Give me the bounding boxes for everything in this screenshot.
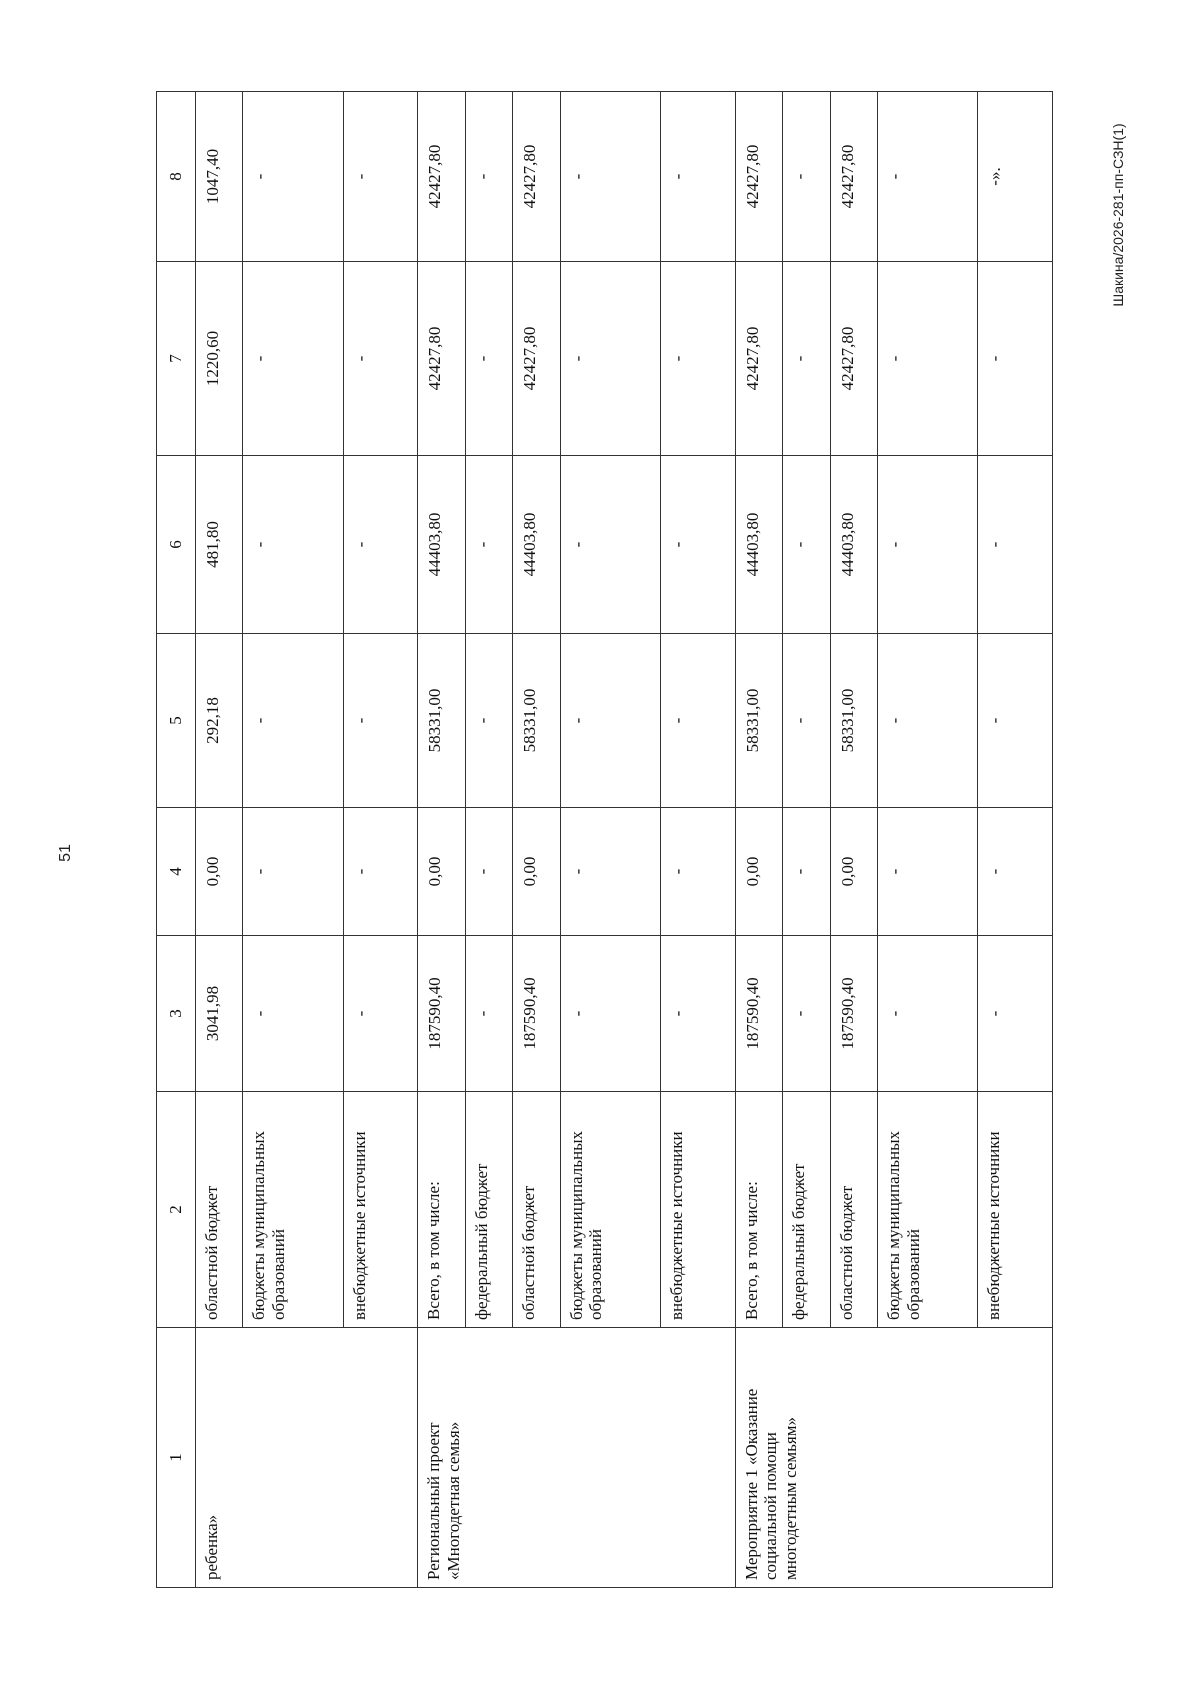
- amount-cell: -: [465, 456, 512, 634]
- amount-cell: 0,00: [735, 808, 782, 936]
- column-number: 8: [157, 92, 196, 262]
- amount-cell: 58331,00: [735, 634, 782, 808]
- amount-cell: 481,80: [195, 456, 242, 634]
- program-title: ребенка»: [195, 1328, 417, 1588]
- funding-source: областной бюджет: [195, 1092, 242, 1328]
- amount-cell: 187590,40: [735, 936, 782, 1092]
- funding-source: внебюджетные источники: [978, 1092, 1053, 1328]
- amount-cell: 44403,80: [513, 456, 560, 634]
- amount-cell: 1047,40: [195, 92, 242, 262]
- amount-cell: 0,00: [418, 808, 465, 936]
- amount-cell: -: [878, 262, 978, 456]
- amount-cell: -: [978, 936, 1053, 1092]
- amount-cell: 0,00: [513, 808, 560, 936]
- funding-source: областной бюджет: [513, 1092, 560, 1328]
- amount-cell: 1220,60: [195, 262, 242, 456]
- amount-cell: 0,00: [830, 808, 877, 936]
- amount-cell: -: [560, 456, 660, 634]
- amount-cell: 42427,80: [830, 92, 877, 262]
- table-row: [195, 92, 242, 1588]
- amount-cell: -: [560, 634, 660, 808]
- funding-source: Всего, в том числе:: [418, 1092, 465, 1328]
- funding-source: бюджеты муниципальных образований: [243, 1092, 343, 1328]
- amount-cell: 44403,80: [830, 456, 877, 634]
- column-number-row: [157, 92, 196, 1588]
- amount-cell: 42427,80: [513, 262, 560, 456]
- amount-cell: -: [783, 92, 830, 262]
- amount-cell: 44403,80: [735, 456, 782, 634]
- column-number: 7: [157, 262, 196, 456]
- amount-cell: -: [560, 92, 660, 262]
- amount-cell: -: [343, 262, 417, 456]
- amount-cell: 3041,98: [195, 936, 242, 1092]
- amount-cell: -».: [978, 92, 1053, 262]
- amount-cell: -: [343, 92, 417, 262]
- column-number: 3: [157, 936, 196, 1092]
- amount-cell: -: [661, 634, 735, 808]
- amount-cell: -: [878, 808, 978, 936]
- amount-cell: -: [978, 262, 1053, 456]
- amount-cell: 42427,80: [513, 92, 560, 262]
- amount-cell: -: [343, 808, 417, 936]
- amount-cell: 42427,80: [735, 262, 782, 456]
- funding-source: областной бюджет: [830, 1092, 877, 1328]
- amount-cell: -: [783, 808, 830, 936]
- amount-cell: 58331,00: [830, 634, 877, 808]
- amount-cell: -: [878, 936, 978, 1092]
- table-row: [418, 92, 465, 1588]
- amount-cell: -: [243, 808, 343, 936]
- amount-cell: -: [243, 936, 343, 1092]
- amount-cell: 187590,40: [418, 936, 465, 1092]
- amount-cell: 187590,40: [513, 936, 560, 1092]
- table-wrapper: [156, 92, 1053, 1588]
- column-number: 1: [157, 1328, 196, 1588]
- amount-cell: 292,18: [195, 634, 242, 808]
- table-row: [735, 92, 782, 1588]
- amount-cell: -: [661, 456, 735, 634]
- amount-cell: -: [783, 456, 830, 634]
- amount-cell: -: [978, 808, 1053, 936]
- amount-cell: -: [783, 262, 830, 456]
- amount-cell: -: [343, 634, 417, 808]
- amount-cell: -: [465, 808, 512, 936]
- amount-cell: -: [783, 936, 830, 1092]
- amount-cell: 42427,80: [735, 92, 782, 262]
- amount-cell: -: [465, 262, 512, 456]
- table-body: [157, 92, 1053, 1588]
- amount-cell: -: [661, 262, 735, 456]
- amount-cell: -: [878, 456, 978, 634]
- amount-cell: -: [243, 634, 343, 808]
- amount-cell: -: [465, 634, 512, 808]
- column-number: 6: [157, 456, 196, 634]
- amount-cell: -: [243, 92, 343, 262]
- funding-source: бюджеты муниципальных образований: [560, 1092, 660, 1328]
- amount-cell: -: [560, 808, 660, 936]
- amount-cell: 44403,80: [418, 456, 465, 634]
- amount-cell: -: [878, 634, 978, 808]
- program-title: Региональный проект «Многодетная семья»: [418, 1328, 735, 1588]
- amount-cell: 58331,00: [418, 634, 465, 808]
- amount-cell: -: [978, 634, 1053, 808]
- amount-cell: -: [661, 936, 735, 1092]
- amount-cell: -: [465, 936, 512, 1092]
- amount-cell: -: [661, 808, 735, 936]
- amount-cell: 187590,40: [830, 936, 877, 1092]
- amount-cell: -: [343, 936, 417, 1092]
- funding-source: внебюджетные источники: [661, 1092, 735, 1328]
- amount-cell: -: [343, 456, 417, 634]
- column-number: 5: [157, 634, 196, 808]
- funding-source: федеральный бюджет: [465, 1092, 512, 1328]
- funding-source: федеральный бюджет: [783, 1092, 830, 1328]
- funding-source: бюджеты муниципальных образований: [878, 1092, 978, 1328]
- column-number: 4: [157, 808, 196, 936]
- page-number: 51: [57, 844, 74, 862]
- amount-cell: 0,00: [195, 808, 242, 936]
- funding-source: внебюджетные источники: [343, 1092, 417, 1328]
- amount-cell: -: [783, 634, 830, 808]
- document-code: Шакина/2026-281-пп-СЗН(1): [1110, 123, 1126, 307]
- amount-cell: 42427,80: [418, 92, 465, 262]
- amount-cell: 42427,80: [418, 262, 465, 456]
- amount-cell: -: [978, 456, 1053, 634]
- amount-cell: -: [243, 262, 343, 456]
- amount-cell: 42427,80: [830, 262, 877, 456]
- column-number: 2: [157, 1092, 196, 1328]
- amount-cell: -: [661, 92, 735, 262]
- amount-cell: -: [243, 456, 343, 634]
- amount-cell: -: [878, 92, 978, 262]
- amount-cell: 58331,00: [513, 634, 560, 808]
- funding-source: Всего, в том числе:: [735, 1092, 782, 1328]
- budget-table: [156, 91, 1053, 1588]
- amount-cell: -: [560, 936, 660, 1092]
- amount-cell: -: [465, 92, 512, 262]
- program-title: Мероприятие 1 «Оказание социальной помощи многодетным семьям»: [735, 1328, 1052, 1588]
- amount-cell: -: [560, 262, 660, 456]
